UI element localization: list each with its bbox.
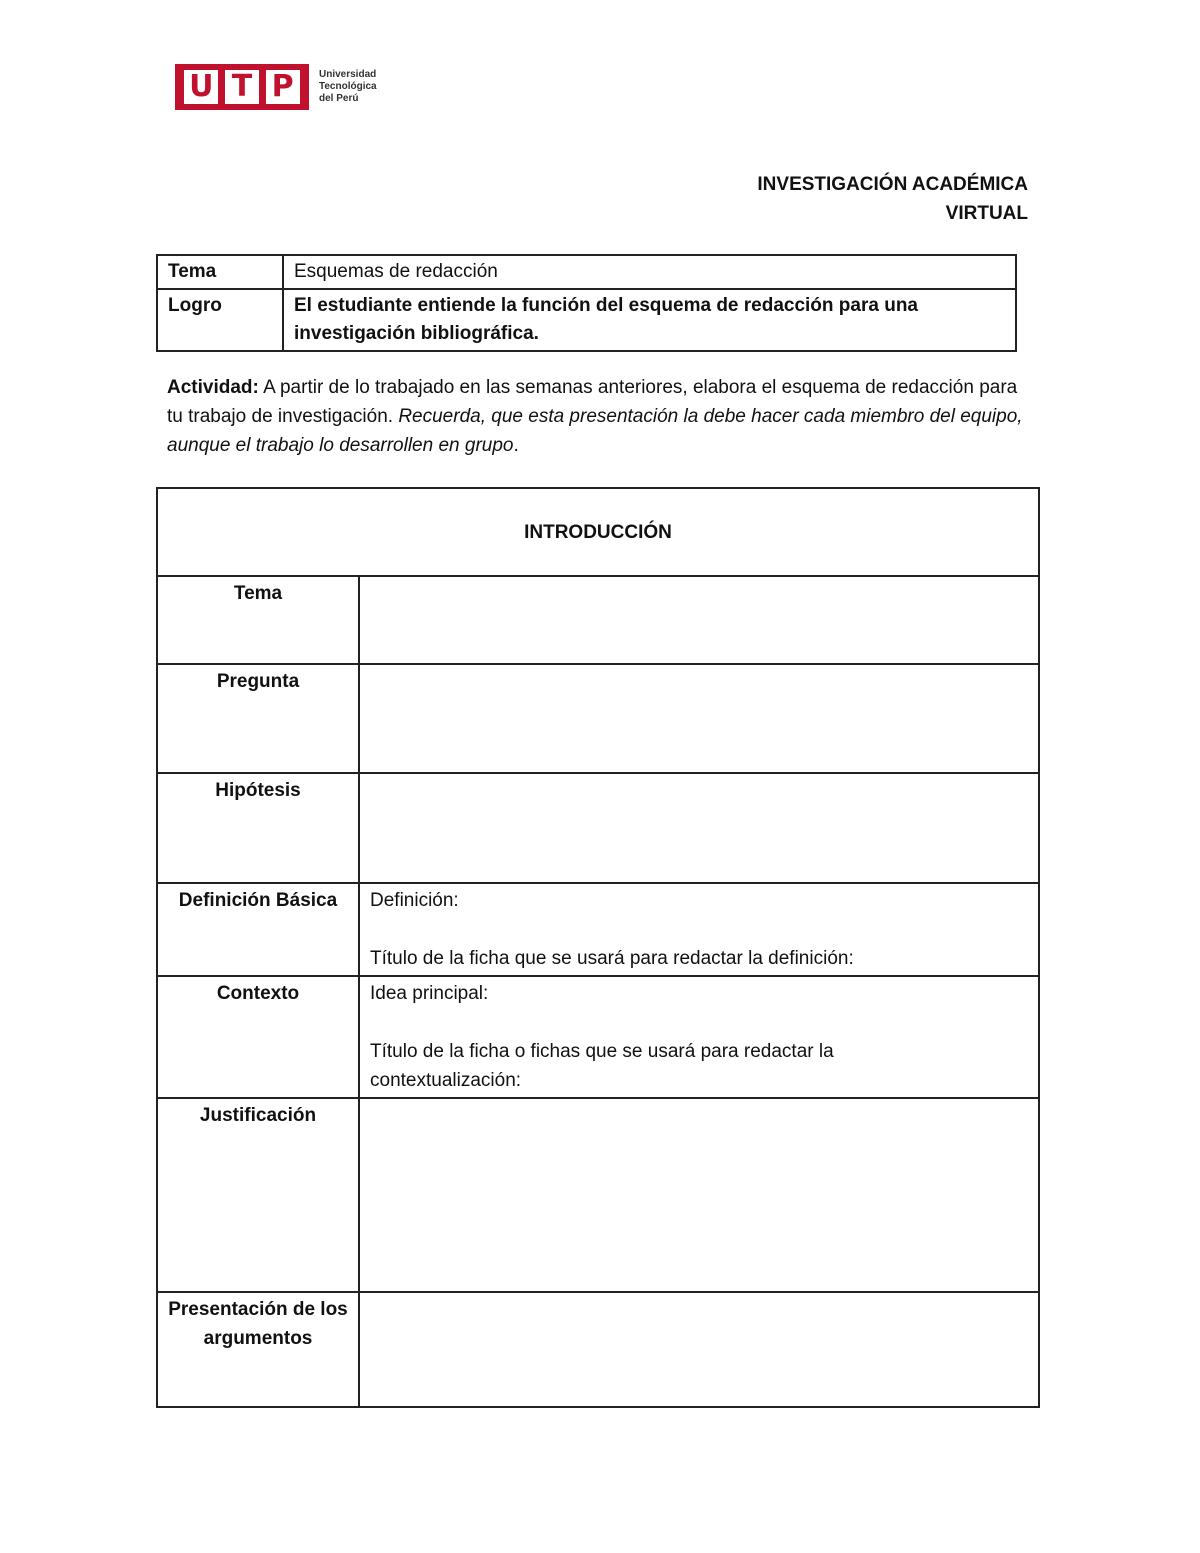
row-justificacion (157, 1098, 1039, 1292)
logo-letter-u: U (184, 70, 218, 104)
row-justificacion-field[interactable] (359, 1098, 1039, 1292)
row-pregunta (157, 664, 1039, 773)
info-logro-label: Logro (157, 289, 283, 351)
info-tema-label: Tema (157, 255, 283, 289)
logo-text-line: del Perú (319, 93, 359, 104)
info-row-tema (157, 255, 1016, 289)
row-contexto (157, 976, 1039, 1098)
logo-wordmark (319, 69, 377, 105)
row-definicion (157, 883, 1039, 976)
intro-heading: INTRODUCCIÓN (157, 488, 1039, 576)
row-tema-label: Tema (157, 576, 359, 664)
row-pregunta-field[interactable] (359, 664, 1039, 773)
row-justificacion-label: Justificación (157, 1098, 359, 1292)
spacer (370, 915, 1028, 944)
row-contexto-field[interactable] (359, 976, 1039, 1098)
row-contexto-label: Contexto (157, 976, 359, 1098)
logo-text-line: Tecnológica (319, 81, 377, 92)
activity-text: A partir de lo trabajado en las semanas anteriores, elabora el esquema de redacción para tu trabajo de investigación. (167, 377, 1018, 427)
info-row-logro (157, 289, 1016, 351)
row-definicion-field[interactable] (359, 883, 1039, 976)
row-pregunta-label: Pregunta (157, 664, 359, 773)
contexto-line1: Idea principal: (370, 983, 489, 1004)
info-logro-value: El estudiante entiende la función del esquema de redacción para una investigación bibliográfica. (283, 289, 1016, 351)
row-tema (157, 576, 1039, 664)
course-title (757, 170, 1028, 228)
activity-note: Recuerda, que esta presentación la debe hacer cada miembro del equipo, aunque el trabajo lo desarrollen en grupo (167, 406, 1023, 456)
utp-logo (175, 64, 377, 110)
activity-instructions (167, 373, 1027, 460)
row-presentacion (157, 1292, 1039, 1407)
intro-heading-row (157, 488, 1039, 576)
row-presentacion-field[interactable] (359, 1292, 1039, 1407)
contexto-line2: Título de la ficha o fichas que se usará para redactar la contextualización: (370, 1041, 834, 1091)
utp-logo-mark (175, 64, 309, 110)
course-title-line2: VIRTUAL (945, 203, 1028, 224)
spacer (370, 1008, 1028, 1037)
course-title-line1: INVESTIGACIÓN ACADÉMICA (757, 174, 1028, 195)
row-hipotesis (157, 773, 1039, 883)
activity-end: . (513, 435, 519, 456)
info-table (156, 254, 1017, 352)
logo-text-line: Universidad (319, 69, 377, 80)
row-tema-field[interactable] (359, 576, 1039, 664)
row-hipotesis-field[interactable] (359, 773, 1039, 883)
row-presentacion-label: Presentación de los argumentos (157, 1292, 359, 1407)
info-tema-value: Esquemas de redacción (283, 255, 1016, 289)
activity-label: Actividad: (167, 377, 259, 398)
row-hipotesis-label: Hipótesis (157, 773, 359, 883)
row-definicion-label: Definición Básica (157, 883, 359, 976)
logo-letter-t: T (225, 70, 259, 104)
definicion-line1: Definición: (370, 890, 459, 911)
definicion-line2: Título de la ficha que se usará para redactar la definición: (370, 948, 854, 969)
logo-letter-p: P (266, 70, 300, 104)
introduccion-table (156, 487, 1040, 1408)
